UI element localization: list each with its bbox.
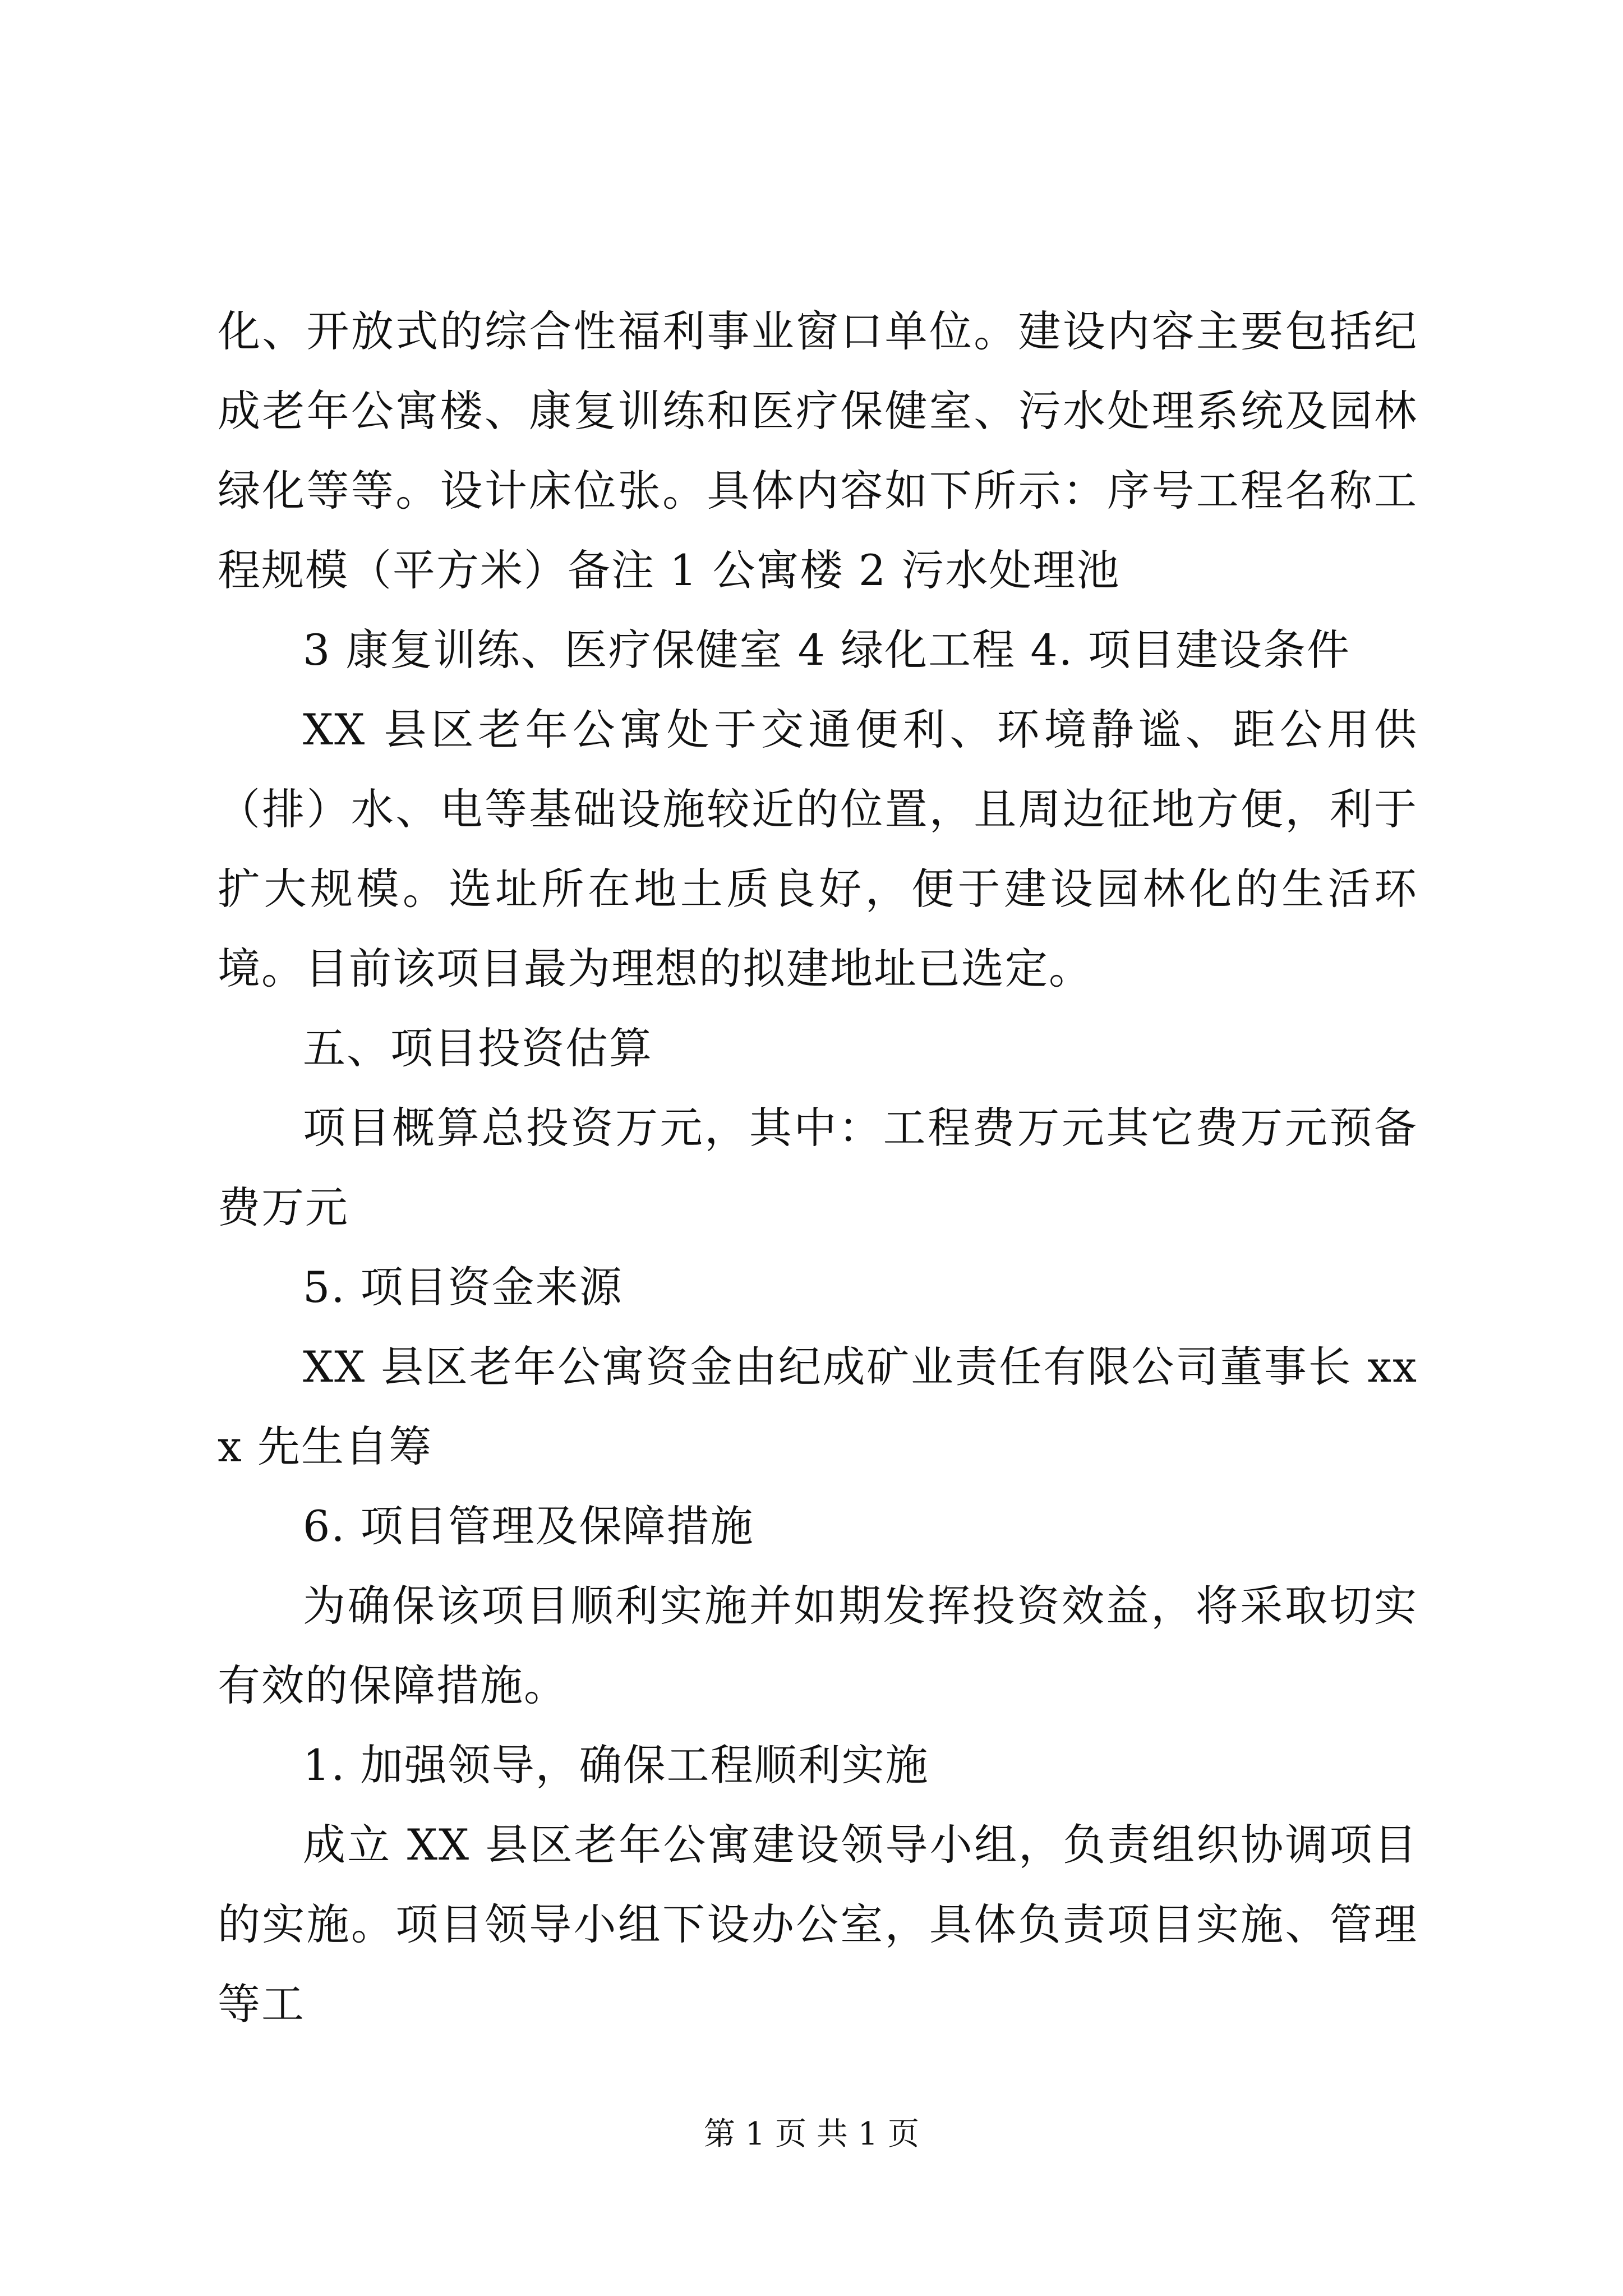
paragraph-list-items: 3 康复训练、医疗保健室 4 绿化工程 4. 项目建设条件 xyxy=(303,625,1351,675)
paragraph-site-conditions: XX 县区老年公寓处于交通便利、环境静谧、距公用供（排）水、电等基础设施较近的位置，且周边征地方便，利于扩大规模。选址所在地土质良好，便于建设园林化的生活环境。目前该项目最为理想的拟建地址已选定。 xyxy=(218,705,1418,993)
heading-investment-estimate: 五、项目投资估算 xyxy=(303,1023,653,1073)
heading-leadership: 1. 加强领导，确保工程顺利实施 xyxy=(303,1740,929,1790)
heading-management: 6. 项目管理及保障措施 xyxy=(303,1501,754,1551)
paragraph-continuation: 化、开放式的综合性福利事业窗口单位。建设内容主要包括纪成老年公寓楼、康复训练和医疗保健室、污水处理系统及园林绿化等等。设计床位张。具体内容如下所示：序号工程名称工程规模（平方米）备注 1 公寓楼 2 污水处理池 xyxy=(218,306,1418,595)
paragraph-leadership: 成立 XX 县区老年公寓建设领导小组，负责组织协调项目的实施。项目领导小组下设办公室，具体负责项目实施、管理等工 xyxy=(218,1820,1418,2029)
heading-funding-source: 5. 项目资金来源 xyxy=(303,1262,623,1312)
document-body xyxy=(218,292,1418,2044)
page-footer: 第 1 页 共 1 页 xyxy=(703,2116,920,2152)
paragraph-management: 为确保该项目顺利实施并如期发挥投资效益，将采取切实有效的保障措施。 xyxy=(218,1581,1418,1710)
paragraph-funding: XX 县区老年公寓资金由纪成矿业责任有限公司董事长 xxx 先生自筹 xyxy=(218,1342,1418,1471)
paragraph-investment: 项目概算总投资万元，其中：工程费万元其它费万元预备费万元 xyxy=(218,1103,1418,1232)
